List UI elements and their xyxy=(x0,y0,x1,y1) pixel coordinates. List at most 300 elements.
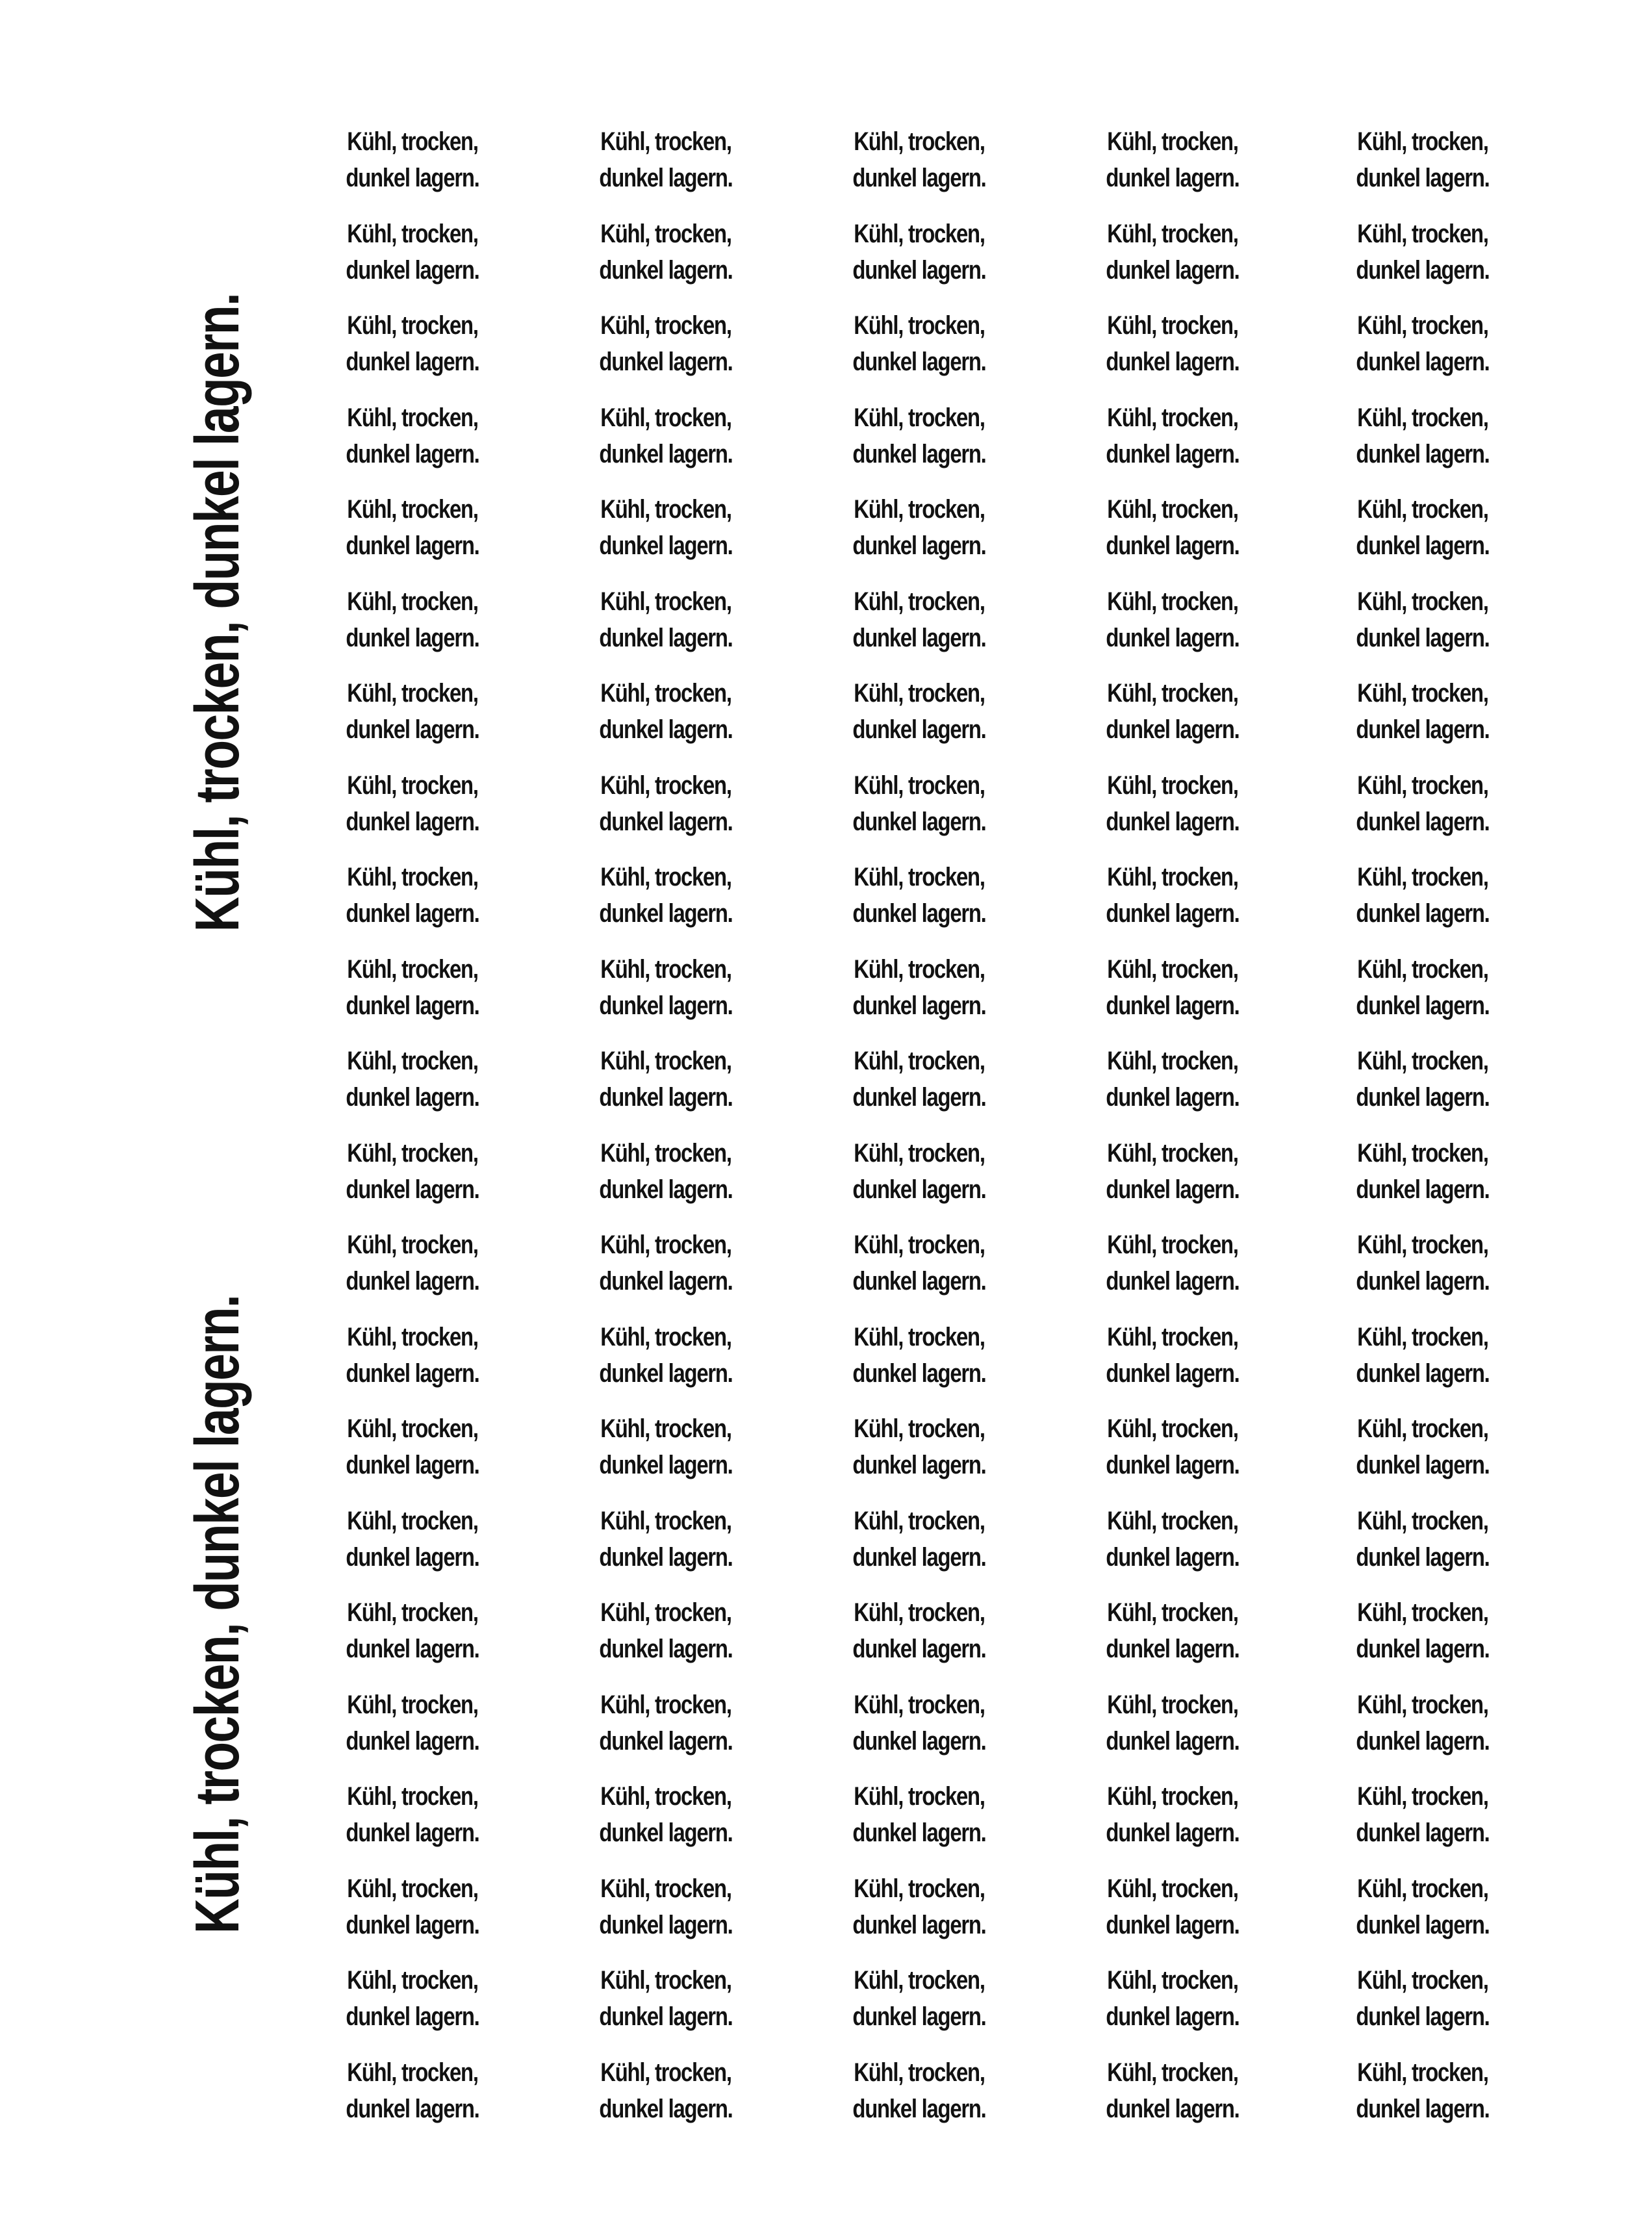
grid-label xyxy=(822,123,1017,201)
grid-label xyxy=(315,216,510,294)
grid-label-line1: Kühl, trocken, xyxy=(600,495,731,524)
grid-label-line2: dunkel lagern. xyxy=(1106,1451,1239,1479)
grid-label xyxy=(315,951,510,1029)
grid-label-line1: Kühl, trocken, xyxy=(347,311,478,340)
grid-label-line2: dunkel lagern. xyxy=(1106,439,1239,468)
grid-label-line1: Kühl, trocken, xyxy=(347,127,478,156)
grid-label-line1: Kühl, trocken, xyxy=(854,863,985,891)
grid-label-line2: dunkel lagern. xyxy=(1356,1359,1490,1388)
grid-label-line2: dunkel lagern. xyxy=(852,1175,986,1204)
grid-label xyxy=(1325,123,1520,201)
grid-label-line1: Kühl, trocken, xyxy=(1107,1874,1238,1903)
grid-label xyxy=(1075,1962,1270,2040)
grid-label xyxy=(568,2054,763,2132)
grid-label xyxy=(1325,307,1520,385)
grid-label-line2: dunkel lagern. xyxy=(1356,807,1490,836)
grid-label-line2: dunkel lagern. xyxy=(1106,807,1239,836)
grid-label-line2: dunkel lagern. xyxy=(599,531,733,560)
grid-label xyxy=(315,767,510,845)
grid-label-line1: Kühl, trocken, xyxy=(854,1322,985,1351)
grid-label-line1: Kühl, trocken, xyxy=(1107,1966,1238,1995)
grid-label-line2: dunkel lagern. xyxy=(346,439,479,468)
grid-label xyxy=(315,1962,510,2040)
grid-label-line1: Kühl, trocken, xyxy=(347,495,478,524)
grid-label xyxy=(315,491,510,569)
grid-label-line2: dunkel lagern. xyxy=(599,807,733,836)
grid-label-line1: Kühl, trocken, xyxy=(1107,1782,1238,1811)
grid-label-line1: Kühl, trocken, xyxy=(347,1874,478,1903)
grid-label-line1: Kühl, trocken, xyxy=(600,311,731,340)
grid-label xyxy=(315,123,510,201)
grid-label-line2: dunkel lagern. xyxy=(1106,2094,1239,2123)
grid-label-line1: Kühl, trocken, xyxy=(1357,1598,1488,1627)
grid-label xyxy=(568,951,763,1029)
grid-label-line2: dunkel lagern. xyxy=(1106,348,1239,376)
grid-label xyxy=(315,675,510,753)
grid-label-line1: Kühl, trocken, xyxy=(347,863,478,891)
grid-label xyxy=(568,400,763,478)
grid-label xyxy=(568,216,763,294)
grid-label-line1: Kühl, trocken, xyxy=(1357,403,1488,432)
grid-label-line1: Kühl, trocken, xyxy=(854,1506,985,1535)
grid-label-line1: Kühl, trocken, xyxy=(1357,1231,1488,1259)
grid-label-line1: Kühl, trocken, xyxy=(600,1874,731,1903)
grid-label xyxy=(1325,1227,1520,1305)
grid-label-line1: Kühl, trocken, xyxy=(1107,1047,1238,1075)
grid-label-line2: dunkel lagern. xyxy=(599,1726,733,1756)
grid-label xyxy=(315,1871,510,1948)
grid-label xyxy=(1325,1043,1520,1121)
grid-label xyxy=(315,2054,510,2132)
grid-label xyxy=(568,307,763,385)
grid-label xyxy=(822,216,1017,294)
grid-label-line1: Kühl, trocken, xyxy=(347,771,478,800)
grid-label-line2: dunkel lagern. xyxy=(1356,439,1490,468)
grid-label xyxy=(315,1043,510,1121)
grid-label xyxy=(822,1135,1017,1213)
grid-label-line2: dunkel lagern. xyxy=(1106,1819,1239,1847)
grid-label-line1: Kühl, trocken, xyxy=(1357,127,1488,156)
grid-label-line1: Kühl, trocken, xyxy=(1357,1047,1488,1075)
grid-label-line1: Kühl, trocken, xyxy=(854,2058,985,2087)
grid-label-line2: dunkel lagern. xyxy=(346,1267,479,1296)
grid-label xyxy=(1325,491,1520,569)
grid-label xyxy=(568,1135,763,1213)
grid-label-line1: Kühl, trocken, xyxy=(854,1138,985,1168)
grid-label-line1: Kühl, trocken, xyxy=(1357,1506,1488,1535)
grid-label-line2: dunkel lagern. xyxy=(852,1635,986,1663)
grid-label xyxy=(1075,1687,1270,1765)
grid-label-line1: Kühl, trocken, xyxy=(1107,679,1238,708)
grid-label-line2: dunkel lagern. xyxy=(346,1726,479,1756)
grid-label-line2: dunkel lagern. xyxy=(1356,623,1490,652)
grid-label xyxy=(568,1227,763,1305)
grid-label-line2: dunkel lagern. xyxy=(852,531,986,560)
grid-label-line2: dunkel lagern. xyxy=(1356,715,1490,744)
grid-label-line2: dunkel lagern. xyxy=(1106,1910,1239,1939)
grid-label xyxy=(1325,1319,1520,1397)
grid-label-line2: dunkel lagern. xyxy=(599,255,733,285)
grid-label-line2: dunkel lagern. xyxy=(1106,255,1239,285)
grid-label-line2: dunkel lagern. xyxy=(1356,1635,1490,1663)
grid-label-line2: dunkel lagern. xyxy=(346,348,479,376)
grid-label-line1: Kühl, trocken, xyxy=(600,954,731,984)
grid-label-line2: dunkel lagern. xyxy=(346,164,479,192)
grid-label-line1: Kühl, trocken, xyxy=(854,1231,985,1259)
grid-label xyxy=(1325,1871,1520,1948)
grid-label-line1: Kühl, trocken, xyxy=(854,1414,985,1443)
grid-label xyxy=(1075,1135,1270,1213)
grid-label-line2: dunkel lagern. xyxy=(1356,1267,1490,1296)
grid-label-line1: Kühl, trocken, xyxy=(1357,1874,1488,1903)
grid-label-line2: dunkel lagern. xyxy=(1106,623,1239,652)
grid-label-line2: dunkel lagern. xyxy=(599,2002,733,2031)
grid-label xyxy=(822,1687,1017,1765)
grid-label-line2: dunkel lagern. xyxy=(852,1910,986,1939)
grid-label-line2: dunkel lagern. xyxy=(599,1542,733,1572)
grid-label-line1: Kühl, trocken, xyxy=(347,587,478,616)
grid-label-line1: Kühl, trocken, xyxy=(347,1690,478,1719)
grid-label xyxy=(822,1503,1017,1581)
grid-label-line2: dunkel lagern. xyxy=(1106,1726,1239,1756)
grid-label-line1: Kühl, trocken, xyxy=(1357,2058,1488,2087)
grid-label xyxy=(1325,400,1520,478)
grid-label-line1: Kühl, trocken, xyxy=(347,1231,478,1259)
grid-label xyxy=(568,1043,763,1121)
grid-label-line2: dunkel lagern. xyxy=(599,1910,733,1939)
grid-label-line1: Kühl, trocken, xyxy=(600,127,731,156)
grid-label xyxy=(822,491,1017,569)
grid-label-line2: dunkel lagern. xyxy=(852,1359,986,1388)
grid-label xyxy=(568,123,763,201)
grid-label xyxy=(1325,1687,1520,1765)
grid-label xyxy=(568,491,763,569)
grid-label-line2: dunkel lagern. xyxy=(1356,531,1490,560)
grid-label xyxy=(315,1594,510,1672)
grid-label-line2: dunkel lagern. xyxy=(1106,991,1239,1020)
grid-label-line1: Kühl, trocken, xyxy=(1107,1231,1238,1259)
grid-label-line1: Kühl, trocken, xyxy=(854,954,985,984)
grid-label-line1: Kühl, trocken, xyxy=(1107,1414,1238,1443)
grid-label xyxy=(1075,1503,1270,1581)
grid-label-line2: dunkel lagern. xyxy=(852,623,986,652)
grid-label-line1: Kühl, trocken, xyxy=(1357,1322,1488,1351)
grid-label xyxy=(822,951,1017,1029)
grid-label-line1: Kühl, trocken, xyxy=(1107,1322,1238,1351)
grid-label-line2: dunkel lagern. xyxy=(346,255,479,285)
grid-label xyxy=(1325,1594,1520,1672)
grid-label xyxy=(1075,307,1270,385)
grid-label-line2: dunkel lagern. xyxy=(346,991,479,1020)
grid-label-line1: Kühl, trocken, xyxy=(854,587,985,616)
grid-label xyxy=(1325,1135,1520,1213)
grid-label-line1: Kühl, trocken, xyxy=(854,219,985,248)
grid-label-line1: Kühl, trocken, xyxy=(600,1047,731,1075)
grid-label-line2: dunkel lagern. xyxy=(346,623,479,652)
grid-label-line2: dunkel lagern. xyxy=(599,348,733,376)
grid-label-line1: Kühl, trocken, xyxy=(347,1782,478,1811)
grid-label-line2: dunkel lagern. xyxy=(1356,1083,1490,1112)
grid-label-line1: Kühl, trocken, xyxy=(1107,2058,1238,2087)
grid-label-line1: Kühl, trocken, xyxy=(1107,1506,1238,1535)
grid-label-line2: dunkel lagern. xyxy=(852,991,986,1020)
grid-label-line1: Kühl, trocken, xyxy=(347,1322,478,1351)
grid-label-line1: Kühl, trocken, xyxy=(854,679,985,708)
grid-label-line2: dunkel lagern. xyxy=(852,439,986,468)
grid-label xyxy=(315,859,510,937)
grid-label-line1: Kühl, trocken, xyxy=(1107,127,1238,156)
grid-label-line1: Kühl, trocken, xyxy=(854,495,985,524)
grid-label-line2: dunkel lagern. xyxy=(1356,348,1490,376)
grid-label-line2: dunkel lagern. xyxy=(599,991,733,1020)
grid-label xyxy=(822,307,1017,385)
grid-label-line1: Kühl, trocken, xyxy=(1357,219,1488,248)
grid-label xyxy=(568,1594,763,1672)
grid-label-line2: dunkel lagern. xyxy=(1106,164,1239,192)
grid-label-line2: dunkel lagern. xyxy=(1356,2094,1490,2123)
grid-label-line2: dunkel lagern. xyxy=(599,164,733,192)
grid-label xyxy=(822,2054,1017,2132)
grid-label-line1: Kühl, trocken, xyxy=(1357,1414,1488,1443)
grid-label xyxy=(1075,583,1270,661)
grid-label-line1: Kühl, trocken, xyxy=(854,1047,985,1075)
grid-label-line2: dunkel lagern. xyxy=(1356,255,1490,285)
grid-label xyxy=(315,400,510,478)
grid-label-line1: Kühl, trocken, xyxy=(600,403,731,432)
grid-label xyxy=(822,1594,1017,1672)
grid-label-line1: Kühl, trocken, xyxy=(347,219,478,248)
grid-label xyxy=(1075,675,1270,753)
grid-label-line1: Kühl, trocken, xyxy=(1107,954,1238,984)
grid-label-line2: dunkel lagern. xyxy=(1106,715,1239,744)
grid-label-line1: Kühl, trocken, xyxy=(1107,1598,1238,1627)
grid-label-line1: Kühl, trocken, xyxy=(347,1598,478,1627)
grid-label-line1: Kühl, trocken, xyxy=(854,1966,985,1995)
grid-label-line2: dunkel lagern. xyxy=(1356,1175,1490,1204)
grid-label-line1: Kühl, trocken, xyxy=(600,1598,731,1627)
grid-label-line1: Kühl, trocken, xyxy=(600,587,731,616)
grid-label xyxy=(568,1871,763,1948)
grid-label-line2: dunkel lagern. xyxy=(346,807,479,836)
grid-label-line2: dunkel lagern. xyxy=(1356,1819,1490,1847)
grid-label xyxy=(315,1411,510,1488)
grid-label xyxy=(315,1687,510,1765)
grid-label xyxy=(822,1871,1017,1948)
grid-label xyxy=(568,1687,763,1765)
grid-label-line2: dunkel lagern. xyxy=(1106,2002,1239,2031)
grid-label xyxy=(1325,675,1520,753)
grid-label xyxy=(1325,859,1520,937)
grid-label-line1: Kühl, trocken, xyxy=(600,1138,731,1168)
grid-label-line2: dunkel lagern. xyxy=(599,1635,733,1663)
grid-label-line1: Kühl, trocken, xyxy=(1357,954,1488,984)
grid-label-line2: dunkel lagern. xyxy=(1106,1267,1239,1296)
grid-label xyxy=(1075,1043,1270,1121)
grid-label-line1: Kühl, trocken, xyxy=(347,1966,478,1995)
grid-label-line1: Kühl, trocken, xyxy=(347,1047,478,1075)
grid-label-line1: Kühl, trocken, xyxy=(600,1782,731,1811)
grid-label-line1: Kühl, trocken, xyxy=(1107,495,1238,524)
grid-label-line2: dunkel lagern. xyxy=(599,1819,733,1847)
grid-label-line2: dunkel lagern. xyxy=(599,1175,733,1204)
grid-label-line1: Kühl, trocken, xyxy=(600,771,731,800)
grid-label xyxy=(568,1962,763,2040)
grid-label xyxy=(822,859,1017,937)
grid-label xyxy=(822,1411,1017,1488)
grid-label-line2: dunkel lagern. xyxy=(1356,1451,1490,1479)
grid-label-line1: Kühl, trocken, xyxy=(600,1414,731,1443)
grid-label-line1: Kühl, trocken, xyxy=(347,679,478,708)
grid-label xyxy=(822,1962,1017,2040)
grid-label-line2: dunkel lagern. xyxy=(1106,531,1239,560)
grid-label-line2: dunkel lagern. xyxy=(346,1451,479,1479)
grid-label-line1: Kühl, trocken, xyxy=(347,403,478,432)
grid-label xyxy=(1075,2054,1270,2132)
grid-label-line1: Kühl, trocken, xyxy=(1357,1782,1488,1811)
grid-label xyxy=(568,859,763,937)
grid-label-line2: dunkel lagern. xyxy=(346,531,479,560)
grid-label xyxy=(1075,767,1270,845)
grid-label-line1: Kühl, trocken, xyxy=(1107,771,1238,800)
grid-label-line1: Kühl, trocken, xyxy=(600,1322,731,1351)
grid-label-line2: dunkel lagern. xyxy=(346,715,479,744)
grid-label-line1: Kühl, trocken, xyxy=(347,1138,478,1168)
grid-label xyxy=(1325,1503,1520,1581)
grid-label-line2: dunkel lagern. xyxy=(599,2094,733,2123)
grid-label-line2: dunkel lagern. xyxy=(852,899,986,928)
grid-label xyxy=(568,1319,763,1397)
grid-label-line2: dunkel lagern. xyxy=(346,1359,479,1388)
grid-label xyxy=(315,1319,510,1397)
grid-label-line1: Kühl, trocken, xyxy=(600,863,731,891)
grid-label xyxy=(822,675,1017,753)
grid-label xyxy=(315,1227,510,1305)
grid-label xyxy=(1075,951,1270,1029)
grid-label xyxy=(568,767,763,845)
grid-label-line1: Kühl, trocken, xyxy=(600,679,731,708)
grid-label-line2: dunkel lagern. xyxy=(346,2094,479,2123)
grid-label-line2: dunkel lagern. xyxy=(599,1267,733,1296)
grid-label-line2: dunkel lagern. xyxy=(1106,1635,1239,1663)
grid-label-line2: dunkel lagern. xyxy=(599,899,733,928)
grid-label xyxy=(1325,951,1520,1029)
grid-label-line1: Kühl, trocken, xyxy=(1357,1690,1488,1719)
grid-label-line1: Kühl, trocken, xyxy=(1107,403,1238,432)
grid-label-line1: Kühl, trocken, xyxy=(1357,1966,1488,1995)
grid-label xyxy=(568,1411,763,1488)
grid-label-line1: Kühl, trocken, xyxy=(347,954,478,984)
grid-label-line1: Kühl, trocken, xyxy=(854,1690,985,1719)
grid-label xyxy=(1075,400,1270,478)
grid-label xyxy=(1325,1411,1520,1488)
grid-label-line1: Kühl, trocken, xyxy=(600,1966,731,1995)
grid-label-line1: Kühl, trocken, xyxy=(854,311,985,340)
grid-label xyxy=(568,1778,763,1856)
grid-label-line2: dunkel lagern. xyxy=(852,807,986,836)
grid-label-line2: dunkel lagern. xyxy=(852,1267,986,1296)
grid-label xyxy=(1075,1778,1270,1856)
grid-label-line2: dunkel lagern. xyxy=(1356,1542,1490,1572)
grid-label-line2: dunkel lagern. xyxy=(852,1083,986,1112)
grid-label-line1: Kühl, trocken, xyxy=(854,403,985,432)
grid-label-line1: Kühl, trocken, xyxy=(1357,311,1488,340)
grid-label-line1: Kühl, trocken, xyxy=(1357,587,1488,616)
grid-label-line2: dunkel lagern. xyxy=(852,1542,986,1572)
grid-label-line2: dunkel lagern. xyxy=(599,1451,733,1479)
grid-label-line1: Kühl, trocken, xyxy=(600,2058,731,2087)
grid-label xyxy=(822,1319,1017,1397)
grid-label-line2: dunkel lagern. xyxy=(852,2094,986,2123)
grid-label-line2: dunkel lagern. xyxy=(1356,164,1490,192)
grid-label xyxy=(1325,2054,1520,2132)
grid-label-line1: Kühl, trocken, xyxy=(854,771,985,800)
grid-label-line1: Kühl, trocken, xyxy=(1107,863,1238,891)
grid-label-line2: dunkel lagern. xyxy=(852,164,986,192)
grid-label-line2: dunkel lagern. xyxy=(1356,899,1490,928)
grid-label xyxy=(1325,583,1520,661)
grid-label-line2: dunkel lagern. xyxy=(1106,1083,1239,1112)
grid-label xyxy=(1075,1411,1270,1488)
vertical-label-top-text: Kühl, trocken, dunkel lagern. xyxy=(183,293,252,932)
grid-label xyxy=(822,1043,1017,1121)
grid-label-line1: Kühl, trocken, xyxy=(347,2058,478,2087)
grid-label-line1: Kühl, trocken, xyxy=(1107,1690,1238,1719)
grid-label xyxy=(822,400,1017,478)
vertical-label-bottom-text: Kühl, trocken, dunkel lagern. xyxy=(183,1295,252,1934)
grid-label-line2: dunkel lagern. xyxy=(852,715,986,744)
grid-label-line2: dunkel lagern. xyxy=(599,623,733,652)
grid-label-line2: dunkel lagern. xyxy=(346,1083,479,1112)
grid-label-line2: dunkel lagern. xyxy=(346,1542,479,1572)
grid-label xyxy=(822,767,1017,845)
grid-label-line1: Kühl, trocken, xyxy=(854,1782,985,1811)
grid-label-line2: dunkel lagern. xyxy=(852,1726,986,1756)
grid-label-line1: Kühl, trocken, xyxy=(1107,587,1238,616)
grid-label xyxy=(1075,1871,1270,1948)
grid-label-line1: Kühl, trocken, xyxy=(1107,311,1238,340)
grid-label-line1: Kühl, trocken, xyxy=(1357,1138,1488,1168)
grid-label-line1: Kühl, trocken, xyxy=(600,1231,731,1259)
grid-label-line2: dunkel lagern. xyxy=(599,1083,733,1112)
grid-label-line2: dunkel lagern. xyxy=(346,899,479,928)
grid-label-line2: dunkel lagern. xyxy=(1106,1175,1239,1204)
grid-label xyxy=(1075,491,1270,569)
grid-label-line2: dunkel lagern. xyxy=(346,1175,479,1204)
grid-label xyxy=(1075,1319,1270,1397)
grid-label-line1: Kühl, trocken, xyxy=(854,1874,985,1903)
grid-label-line2: dunkel lagern. xyxy=(852,255,986,285)
grid-label-line1: Kühl, trocken, xyxy=(347,1414,478,1443)
grid-label-line1: Kühl, trocken, xyxy=(600,1506,731,1535)
grid-label xyxy=(315,1135,510,1213)
grid-label-line2: dunkel lagern. xyxy=(1356,991,1490,1020)
grid-label-line2: dunkel lagern. xyxy=(852,2002,986,2031)
grid-label-line2: dunkel lagern. xyxy=(346,2002,479,2031)
grid-label-line2: dunkel lagern. xyxy=(1356,2002,1490,2031)
grid-label-line1: Kühl, trocken, xyxy=(854,1598,985,1627)
grid-label xyxy=(568,583,763,661)
grid-label-line2: dunkel lagern. xyxy=(852,1451,986,1479)
grid-label xyxy=(1075,859,1270,937)
grid-label-line2: dunkel lagern. xyxy=(852,348,986,376)
grid-label-line2: dunkel lagern. xyxy=(1356,1726,1490,1756)
grid-label-line2: dunkel lagern. xyxy=(599,439,733,468)
grid-label-line1: Kühl, trocken, xyxy=(1357,771,1488,800)
grid-label-line1: Kühl, trocken, xyxy=(1107,1138,1238,1168)
grid-label-line2: dunkel lagern. xyxy=(852,1819,986,1847)
grid-label-line1: Kühl, trocken, xyxy=(854,127,985,156)
grid-label xyxy=(822,583,1017,661)
